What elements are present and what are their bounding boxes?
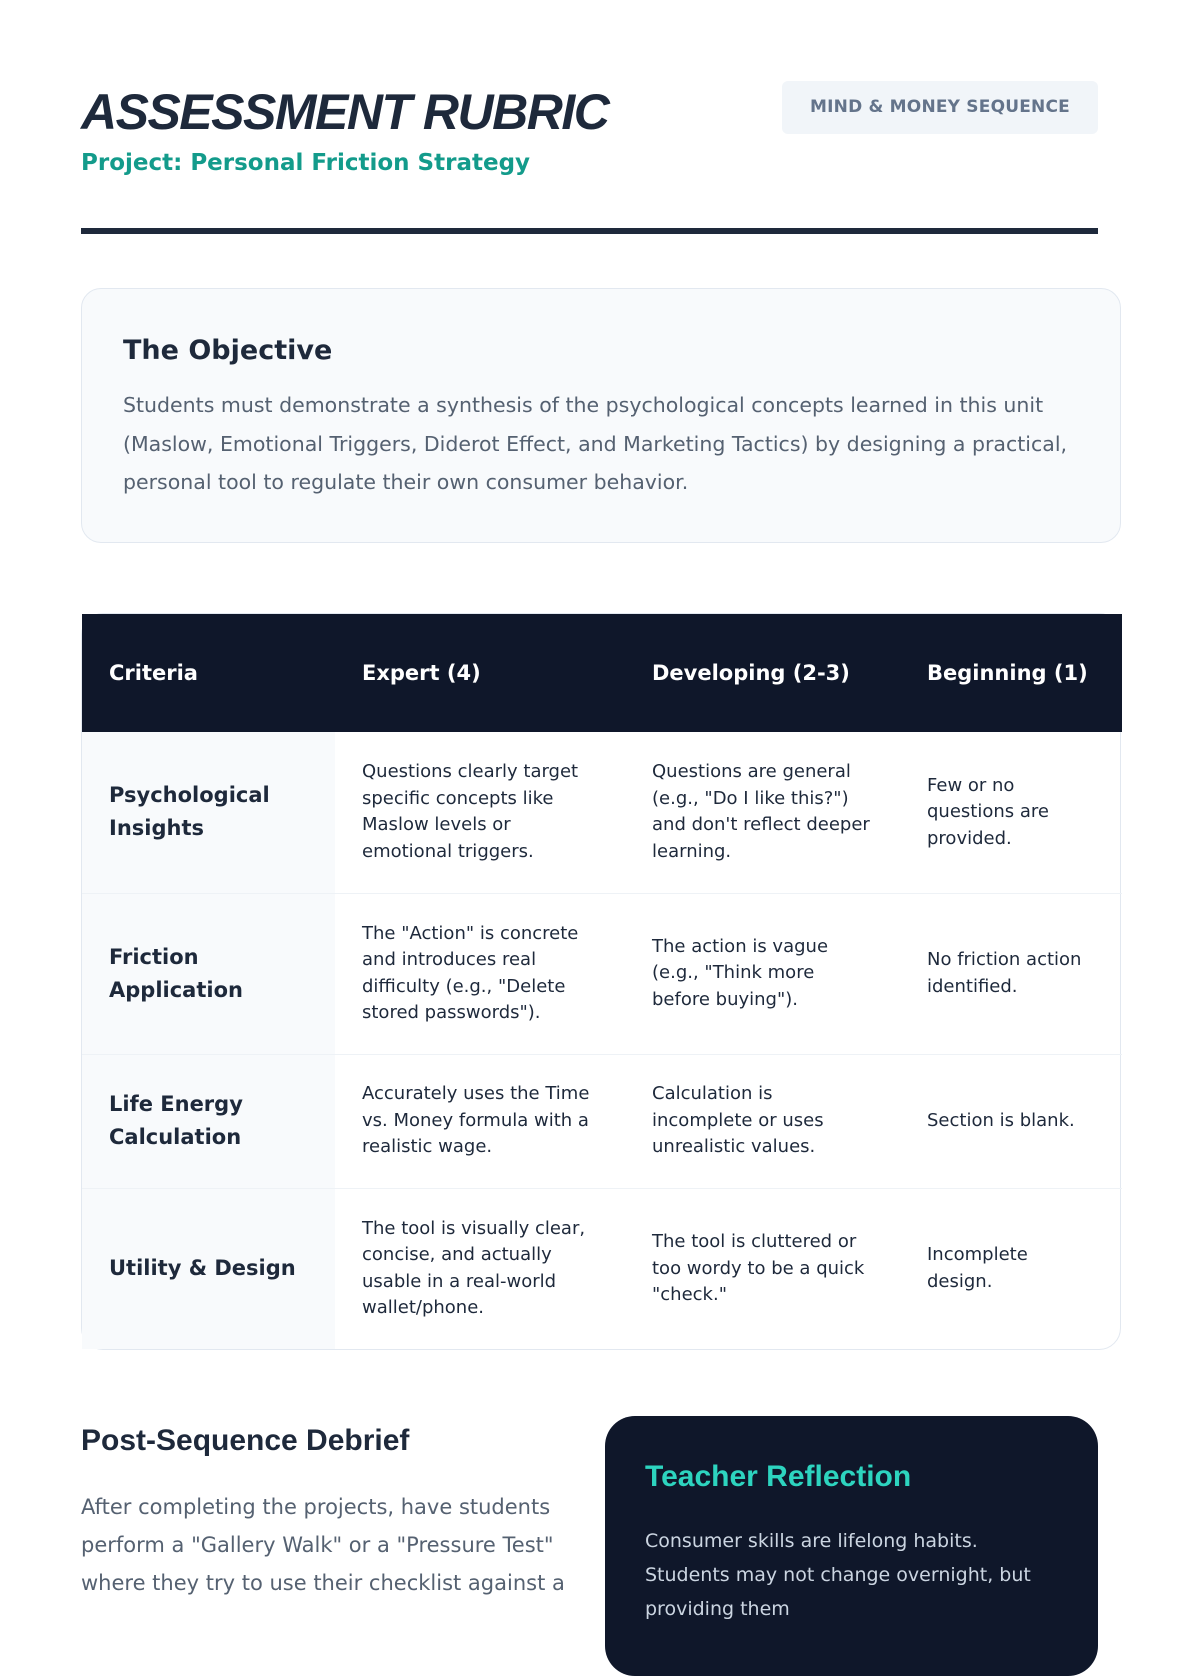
objective-text: Students must demonstrate a synthesis of the psychological concepts learned in this unit (Maslow, Emotional Triggers, Diderot Effect, and Marketing Tactics) by designing a practical, personal tool to regulate their own consumer behavior.: [123, 393, 1068, 494]
developing-cell: The tool is cluttered or too wordy to be a quick "check.": [625, 1188, 900, 1349]
objective-heading: The Objective: [123, 335, 333, 366]
header-developing: Developing (2-3): [652, 660, 850, 685]
criteria-cell: Psychological Insights: [82, 732, 335, 893]
page-header: [81, 0, 1098, 234]
bottom-section: [81, 1416, 1098, 1620]
beginning-cell: Incomplete design.: [900, 1188, 1122, 1349]
developing-cell: The action is vague (e.g., "Think more before buying").: [625, 893, 900, 1054]
debrief-section: [81, 1416, 581, 1602]
beginning-cell: No friction action identified.: [900, 893, 1122, 1054]
beginning-cell: Section is blank.: [900, 1054, 1122, 1188]
table-row: [82, 1188, 1122, 1349]
criteria-cell: Life Energy Calculation: [82, 1054, 335, 1188]
expert-cell: The "Action" is concrete and introduces real difficulty (e.g., "Delete stored passwords").: [335, 893, 625, 1054]
expert-cell: Accurately uses the Time vs. Money formula with a realistic wage.: [335, 1054, 625, 1188]
table-row: [82, 1054, 1122, 1188]
rubric-table: [82, 614, 1122, 1349]
header-beginning: Beginning (1): [927, 660, 1088, 685]
sequence-badge: MIND & MONEY SEQUENCE: [782, 81, 1098, 134]
developing-cell: Questions are general (e.g., "Do I like this?") and don't reflect deeper learning.: [652, 761, 870, 862]
expert-cell: Questions clearly target specific concepts like Maslow levels or emotional triggers.: [362, 761, 579, 862]
reflection-text: Consumer skills are lifelong habits. Students may not change overnight, but providing them: [645, 1530, 1031, 1620]
objective-card: [81, 288, 1121, 543]
header-expert: Expert (4): [362, 660, 481, 685]
table-header-row: [82, 614, 1122, 732]
reflection-heading: Teacher Reflection: [645, 1460, 912, 1493]
project-subtitle: Project: Personal Friction Strategy: [81, 150, 531, 176]
debrief-heading: Post-Sequence Debrief: [81, 1424, 410, 1457]
debrief-text: After completing the projects, have students perform a "Gallery Walk" or a "Pressure Test" where they try to use their checklist against a: [81, 1495, 565, 1595]
page-title: ASSESSMENT RUBRIC: [81, 84, 609, 140]
table-row: [82, 732, 1122, 893]
beginning-cell: Few or no questions are provided.: [927, 774, 1049, 849]
developing-cell: Calculation is incomplete or uses unrealistic values.: [625, 1054, 900, 1188]
header-criteria: Criteria: [109, 660, 198, 685]
table-row: [82, 893, 1122, 1054]
criteria-cell: Utility & Design: [82, 1188, 335, 1349]
teacher-reflection-card: [605, 1416, 1098, 1676]
expert-cell: The tool is visually clear, concise, and actually usable in a real-world wallet/phone.: [335, 1188, 625, 1349]
criteria-cell: Friction Application: [82, 893, 335, 1054]
rubric-table-card: [81, 613, 1121, 1350]
